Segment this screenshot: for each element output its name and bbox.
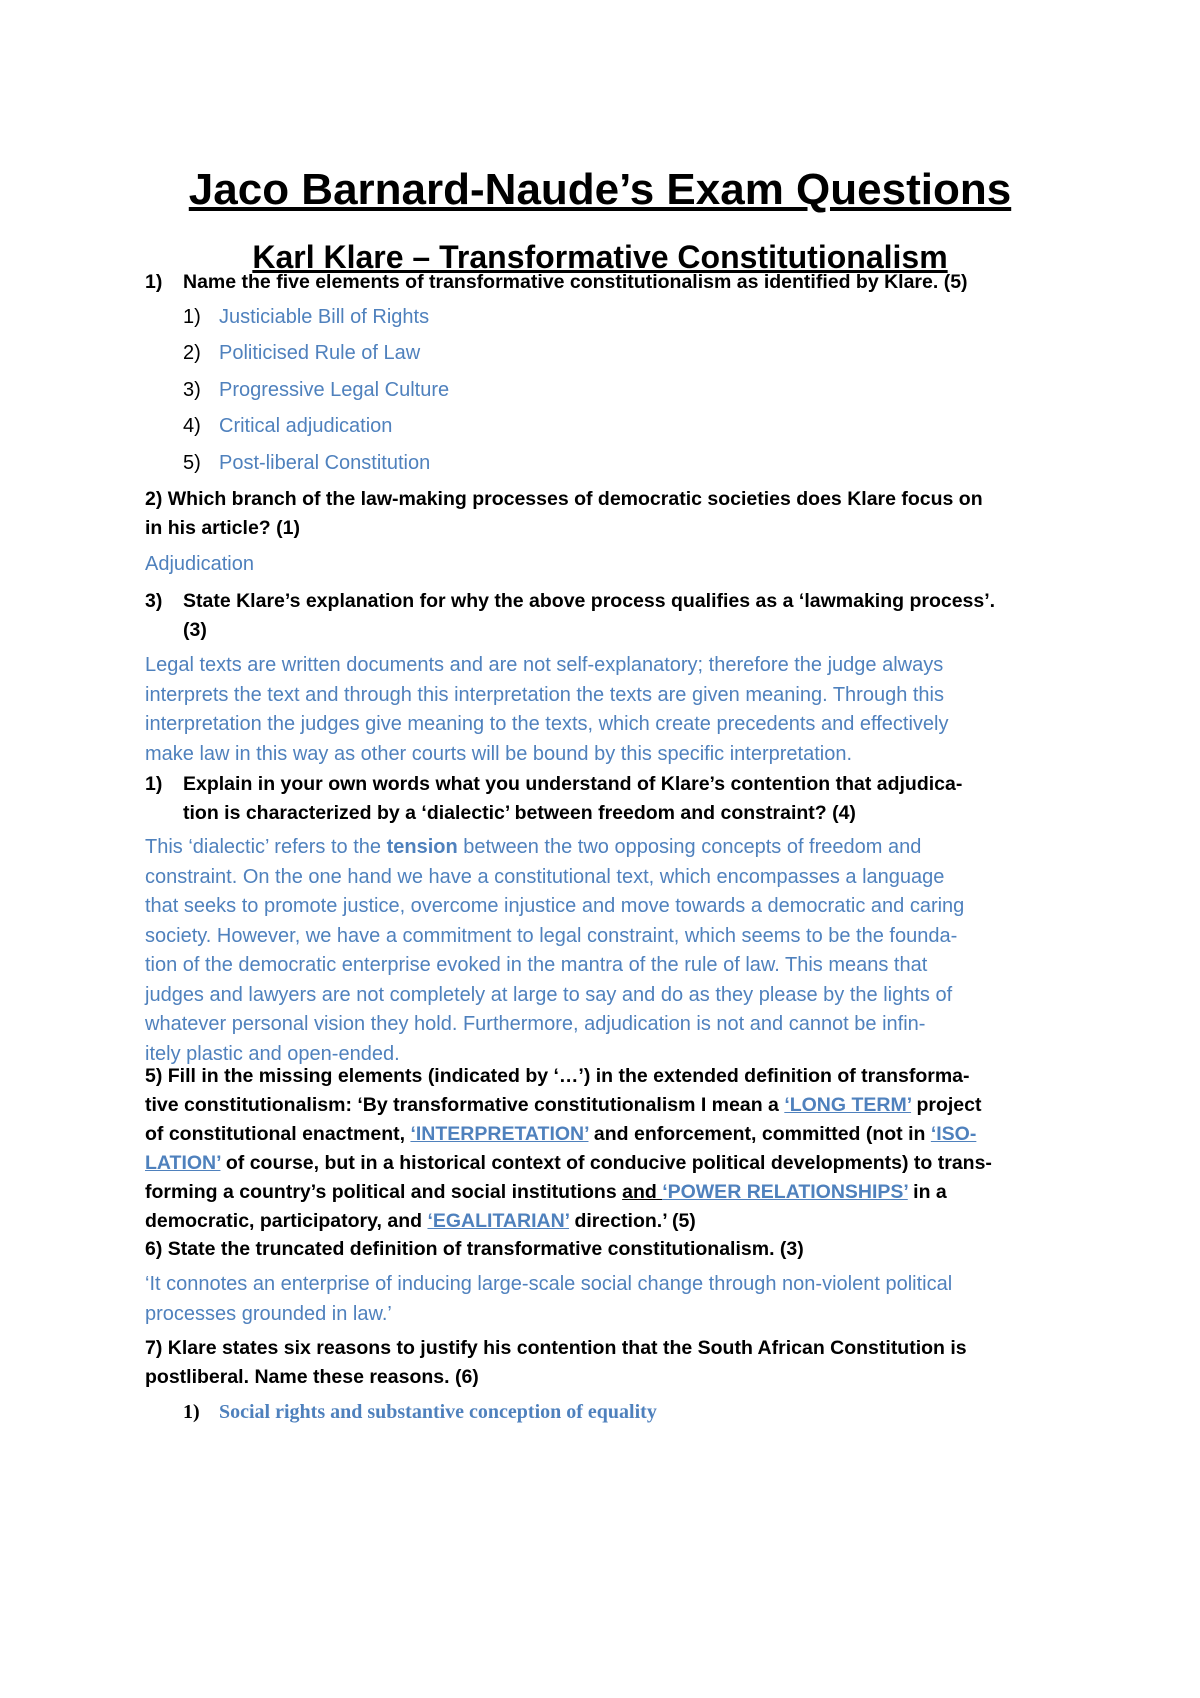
question-4 <box>145 770 1065 828</box>
question-line <box>145 1207 1075 1236</box>
question-text: tive constitutionalism: ‘By transformative constitutionalism I mean a <box>145 1094 785 1116</box>
answer-text: between the two opposing concepts of freedom and <box>457 836 922 858</box>
answer-4 <box>145 833 1075 1069</box>
question-text: in a <box>907 1181 947 1203</box>
answer-line: interprets the text and through this interpretation the texts are given meaning. Through this <box>145 683 944 706</box>
question-2 <box>145 485 1065 543</box>
question-5 <box>145 1062 1075 1236</box>
question-text: Name the five elements of transformative constitutionalism as identified by Klare. (5) <box>183 271 968 293</box>
list-number: 4) <box>183 415 201 437</box>
list-number: 5) <box>183 452 201 474</box>
question-text: 2) Which branch of the law-making processes of democratic societies does Klare focus on <box>145 488 983 510</box>
answer-6 <box>145 1270 1075 1329</box>
question-line <box>145 1178 1075 1207</box>
question-text: of constitutional enactment, <box>145 1123 411 1145</box>
list-item <box>183 1398 657 1427</box>
answer-text: Justiciable Bill of Rights <box>219 306 430 328</box>
answer-text: Progressive Legal Culture <box>219 379 450 401</box>
answer-line: Legal texts are written documents and are not self-explanatory; therefore the judge always <box>145 654 944 676</box>
question-line <box>145 1091 1075 1120</box>
answer-line: processes grounded in law.’ <box>145 1302 392 1325</box>
list-item <box>183 376 449 405</box>
question-3 <box>145 587 1065 645</box>
answer-text: Critical adjudication <box>219 415 393 437</box>
answer-blank: ‘LONG TERM’ <box>784 1094 912 1116</box>
question-number: 1) <box>145 271 163 293</box>
answer-line <box>145 833 1075 863</box>
list-item <box>183 412 392 441</box>
list-number: 3) <box>183 379 201 401</box>
question-text: postliberal. Name these reasons. (6) <box>145 1366 479 1388</box>
question-text: Explain in your own words what you understand of Klare’s contention that adjudica- <box>183 773 963 795</box>
answer-line: make law in this way as other courts will be bound by this specific interpretation. <box>145 742 853 765</box>
answer-3 <box>145 651 1075 769</box>
question-text: and enforcement, committed (not in <box>588 1123 931 1145</box>
answer-2: Adjudication <box>145 553 254 575</box>
list-number: 1) <box>183 1401 200 1423</box>
page-title: Jaco Barnard-Naude’s Exam Questions <box>188 165 1012 214</box>
list-number: 1) <box>183 306 201 328</box>
answer-line: constraint. On the one hand we have a constitutional text, which encompasses a language <box>145 865 945 888</box>
question-text: in his article? (1) <box>145 517 300 539</box>
question-text: 7) Klare states six reasons to justify his contention that the South African Constitution is <box>145 1337 967 1359</box>
answer-line: ‘It connotes an enterprise of inducing large-scale social change through non-violent political <box>145 1273 953 1295</box>
question-number: 1) <box>145 773 163 795</box>
answer-blank: ‘ISO- <box>930 1123 977 1145</box>
question-line <box>145 1120 1075 1149</box>
question-text: (3) <box>183 619 207 641</box>
question-text: State Klare’s explanation for why the above process qualifies as a ‘lawmaking process’. <box>183 590 996 612</box>
answer-text: Politicised Rule of Law <box>219 342 421 364</box>
question-text: of course, but in a historical context of conducive political developments) to trans- <box>220 1152 992 1174</box>
list-number: 2) <box>183 342 201 364</box>
answer-text: Social rights and substantive conception of equality <box>219 1401 657 1423</box>
question-text: project <box>911 1094 982 1116</box>
emphasis-text: tension <box>386 836 458 858</box>
answer-blank: LATION’ <box>145 1152 221 1174</box>
answer-line: tion of the democratic enterprise evoked in the mantra of the rule of law. This means that <box>145 954 928 976</box>
answer-text: This ‘dialectic’ refers to the <box>145 836 387 858</box>
question-number: 3) <box>145 590 163 612</box>
question-text: direction.’ (5) <box>569 1210 696 1232</box>
answer-line: whatever personal vision they hold. Furthermore, adjudication is not and cannot be infin- <box>145 1013 926 1035</box>
list-item <box>183 303 429 332</box>
answer-line: judges and lawyers are not completely at large to say and do as they please by the lights of <box>145 983 953 1006</box>
answer-line: that seeks to promote justice, overcome injustice and move towards a democratic and caring <box>145 895 965 917</box>
list-item <box>183 339 420 368</box>
question-6: 6) State the truncated definition of transformative constitutionalism. (3) <box>145 1238 804 1260</box>
answer-line: itely plastic and open-ended. <box>145 1042 400 1065</box>
answer-line: society. However, we have a commitment to legal constraint, which seems to be the founda- <box>145 924 958 947</box>
question-text: 5) Fill in the missing elements (indicated by ‘…’) in the extended definition of transforma- <box>145 1065 970 1087</box>
answer-line: interpretation the judges give meaning to the texts, which create precedents and effectively <box>145 713 949 735</box>
question-text: democratic, participatory, and <box>145 1210 428 1232</box>
answer-text: Post-liberal Constitution <box>219 452 431 474</box>
answer-blank: ‘EGALITARIAN’ <box>427 1210 570 1232</box>
question-7 <box>145 1334 1065 1392</box>
answer-blank: ‘POWER RELATIONSHIPS’ <box>662 1181 908 1203</box>
question-text: and <box>622 1181 663 1203</box>
list-item <box>183 449 430 478</box>
question-text: forming a country’s political and social institutions <box>145 1181 623 1203</box>
page-subtitle: Karl Klare – Transformative Constitutionalism <box>252 239 948 275</box>
question-line <box>145 1149 1075 1178</box>
question-text: tion is characterized by a ‘dialectic’ between freedom and constraint? (4) <box>183 802 856 824</box>
answer-blank: ‘INTERPRETATION’ <box>410 1123 589 1145</box>
